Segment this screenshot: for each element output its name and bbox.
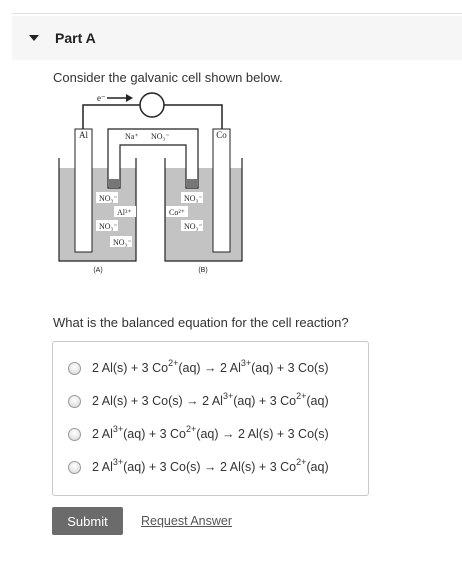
option-2[interactable] (68, 391, 329, 408)
bridge-plug-right (187, 179, 197, 188)
option-1[interactable] (68, 358, 329, 375)
bridge-label-no3: NO₃⁻ (151, 132, 170, 141)
option-2-text: 2 Al(s) + 3 Co(s) → 2 $Al^{3+}(aq) + 3$ $Co^{2+}(aq)$ (92, 391, 329, 408)
option-4-text: 2 $Al^{3+}(aq) + 3$ Co(s) → 2 Al(s) + 3 $Co^{2+}(aq)$ (92, 457, 329, 474)
ion-a-2: Al³⁺ (117, 208, 132, 217)
top-divider (12, 13, 462, 14)
radio-button[interactable] (68, 428, 81, 441)
radio-button[interactable] (68, 362, 81, 375)
ion-a-4: NO₃⁻ (113, 238, 132, 247)
ion-a-1: NO₃⁻ (99, 194, 118, 203)
galvanic-cell-diagram (52, 88, 252, 278)
beaker-a-label: (A) (93, 267, 103, 274)
answer-options (52, 341, 369, 496)
question-text: What is the balanced equation for the cell reaction? (53, 315, 349, 330)
part-header[interactable] (12, 16, 462, 60)
request-answer-link[interactable]: Request Answer (141, 514, 233, 528)
bridge-label-na: Na⁺ (125, 132, 139, 141)
electron-label: e⁻ (97, 93, 106, 103)
option-1-text: 2 Al(s) + 3 $Co^{2+}(aq) \to 2$ $Al^{3+}(aq) + 3$ Co(s) (92, 358, 329, 375)
wire-left (83, 105, 140, 129)
electrode-al-label: Al (79, 130, 88, 140)
electrode-co (213, 129, 230, 252)
option-3-text: 2 $Al^{3+}(aq) + 3$ $Co^{2+}(aq) \to 2$ Al(s) + 3 Co(s) (92, 424, 329, 441)
electrode-al (75, 129, 92, 252)
part-title: Part A (55, 30, 96, 46)
question-prompt: Consider the galvanic cell shown below. (53, 70, 283, 85)
radio-button[interactable] (68, 461, 81, 474)
ion-a-3: NO₃⁻ (99, 222, 118, 231)
beaker-b-label: (B) (198, 267, 208, 274)
bridge-plug-left (109, 179, 119, 188)
voltmeter-icon (140, 93, 164, 117)
radio-button[interactable] (68, 395, 81, 408)
wire-right (164, 105, 222, 129)
submit-button[interactable]: Submit (52, 507, 123, 535)
electrode-co-label: Co (216, 130, 227, 140)
option-4[interactable] (68, 457, 329, 474)
collapse-caret-icon[interactable] (29, 35, 39, 41)
ion-b-2: Co²⁺ (169, 208, 185, 217)
ion-b-3: NO₃⁻ (184, 222, 203, 231)
ion-b-1: NO₃⁻ (184, 194, 203, 203)
option-3[interactable] (68, 424, 329, 441)
